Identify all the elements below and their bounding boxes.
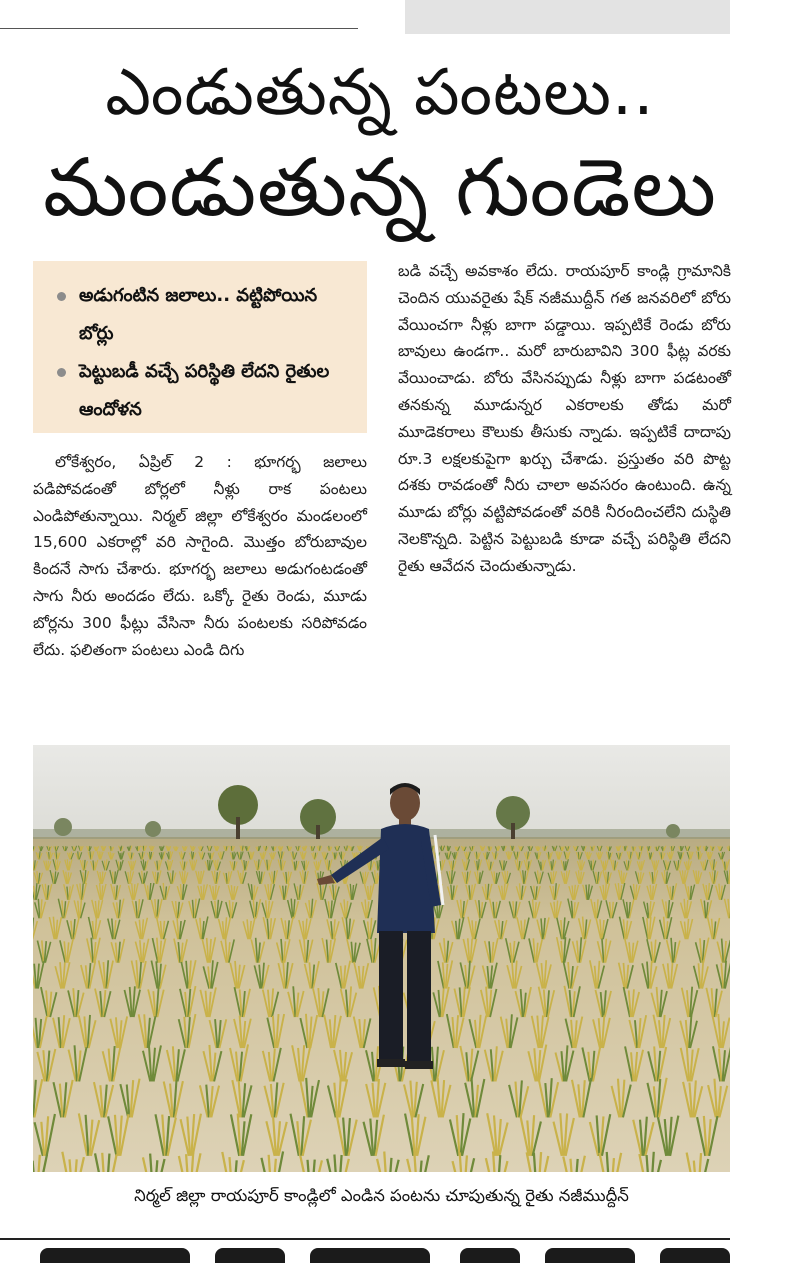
previous-article-fragment — [405, 0, 730, 34]
bullet-icon — [57, 292, 66, 301]
bottom-divider — [0, 1238, 730, 1240]
headline-line-2: మండుతున్న గుండెలు — [43, 141, 717, 234]
crop-blade — [111, 846, 112, 851]
article-column-2: బడి వచ్చే అవకాశం లేదు. రాయపూర్ కాండ్లి గ్రామానికి చెందిన యువరైతు షేక్ నజీముద్దీన్ గత జనవరిలో బోరు వేయించగా నీళ్లు బాగా పడ్డాయి. ఇప్పటికే రెండు బోరు బావులు ఉండగా.. మరో బారుబావిని 300 ఫీట్ల వరకు వేయించాడు. బోరు వేసినప్పుడు నీళ్లు బాగా పడటంతో తనకున్న మూడున్నర ఎకరాలకు తోడు మరో మూడెకరాలు కౌలుకు తీసుకు న్నాడు. ఇప్పటికే దాదాపు రూ.3 లక్షలకుపైగా ఖర్చు చేశాడు. ప్రస్తుతం వరి పొట్ట దశకు రావడంతో నీరు చాలా అవసరం ఉంటుంది. ఉన్న మూడు బోర్లు వట్టిపోవడంతో వరికి నీరందించలేని దుస్థితి నెలకొన్నది. పెట్టిన పెట్టుబడి కూడా వచ్చే పరిస్థితి లేదని రైతు ఆవేదన చెందుతున్నాడు. — [398, 262, 731, 575]
crop-blade — [200, 846, 201, 851]
highlight-text: పెట్టుబడీ వచ్చే పరిస్థితి లేదని రైతుల ఆందోళన — [79, 361, 330, 420]
photo-caption: నిర్మల్ జిల్లా రాయపూర్ కాండ్లిలో ఎండిన పంటను చూపుతున్న రైతు నజీముద్దీన్ — [134, 1186, 629, 1205]
news-photo — [33, 745, 730, 1172]
crop-blade — [351, 846, 352, 851]
top-divider — [0, 28, 358, 29]
crop-blade — [280, 846, 281, 851]
highlight-text: అడుగంటిన జలాలు.. వట్టిపోయిన బోర్లు — [79, 285, 318, 344]
bullet-icon — [57, 368, 66, 377]
crop-blade — [329, 846, 330, 851]
article-column-1: లోకేశ్వరం, ఏప్రిల్ 2 : భూగర్భ జలాలు పడిపోవడంతో బోర్లలో నీళ్లు రాక పంటలు ఎండిపోతున్నాయి. నిర్మల్ జిల్లా లోకేశ్వరం మండలంలో 15,600 ఎకరాల్లో వరి సాగైంది. మొత్తం బోరుబావుల కిందనే సాగు చేశారు. భూగర్భ జలాలు అడుగంటడంతో సాగు నీరు అందడం లేదు. ఒక్కో రైతు రెండు, మూడు బోర్లను 300 ఫీట్లు వేసినా నీరు పంటలకు సరిపోవడం లేదు. ఫలితంగా పంటలు ఎండి దిగు — [33, 453, 367, 659]
crop-blade — [151, 846, 152, 851]
crop-blade — [712, 846, 713, 851]
highlights-box — [33, 261, 367, 433]
crop-blade — [103, 846, 104, 851]
crop-blade — [567, 846, 568, 851]
headline-line-1: ఎండుతున్న పంటలు.. — [105, 56, 655, 130]
highlight-item — [55, 277, 351, 353]
crop-blade — [161, 846, 162, 851]
dry-paddy-field-photo — [33, 745, 730, 1172]
next-headline-fragment — [40, 1248, 730, 1263]
crop-blade — [663, 846, 664, 851]
crop-blade — [289, 846, 290, 851]
crop-blade — [48, 846, 49, 851]
crop-blade — [482, 846, 483, 851]
highlight-item — [55, 353, 351, 429]
